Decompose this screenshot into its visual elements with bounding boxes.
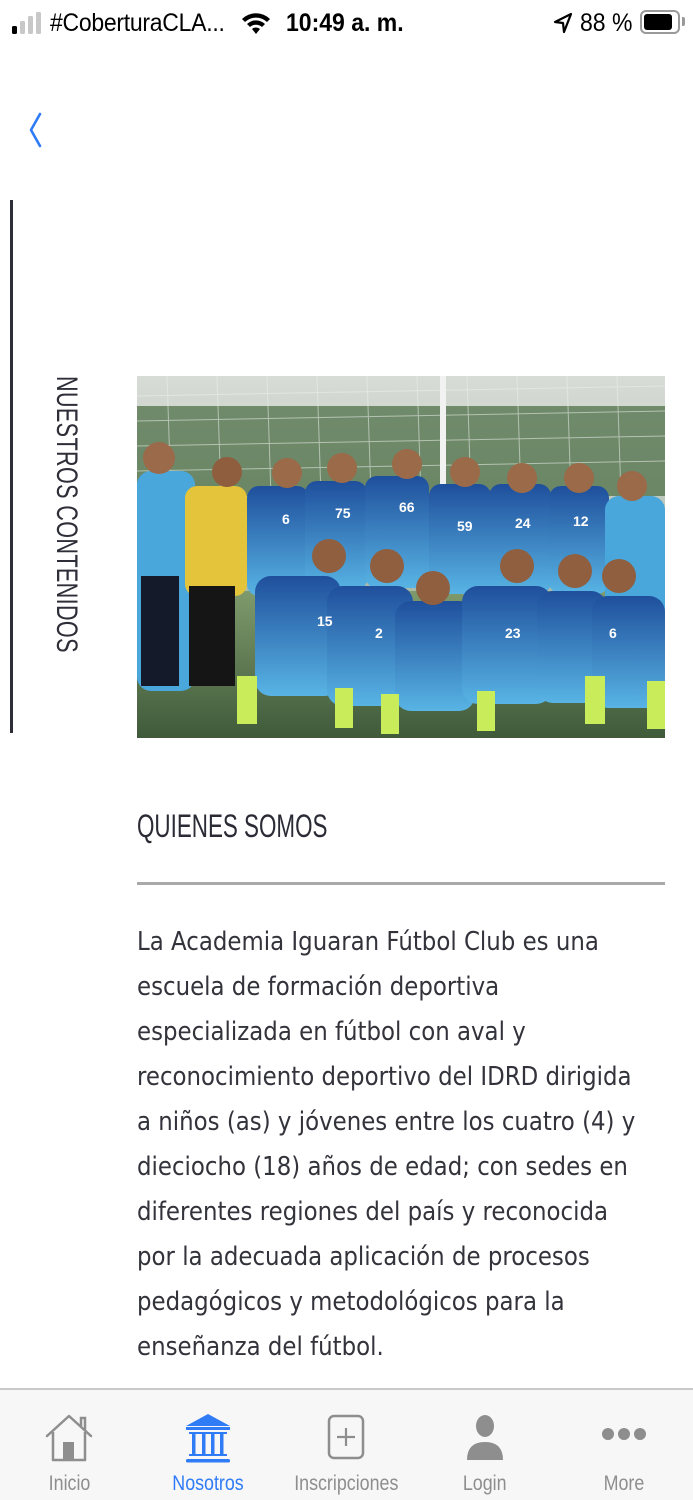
cellular-signal-icon — [12, 12, 44, 34]
svg-text:23: 23 — [505, 625, 521, 641]
tab-label: Inscripciones — [294, 1472, 399, 1495]
svg-text:2: 2 — [375, 625, 383, 641]
tab-label: Login — [463, 1472, 507, 1495]
vertical-section-heading — [48, 376, 84, 734]
carrier-name: #CoberturaCLA... — [50, 9, 225, 37]
user-icon — [459, 1412, 511, 1464]
paragraph-line: dieciocho (18) años de edad; con sedes en — [137, 1152, 628, 1182]
tab-inscripciones[interactable] — [277, 1390, 416, 1500]
svg-text:75: 75 — [335, 505, 351, 521]
section-divider — [137, 882, 665, 885]
svg-text:59: 59 — [457, 518, 473, 534]
tab-inicio[interactable] — [0, 1390, 139, 1500]
paragraph-line: reconocimiento deportivo del IDRD dirigida — [137, 1062, 632, 1092]
more-icon — [598, 1412, 650, 1464]
home-icon — [43, 1412, 95, 1464]
battery-percentage: 88 % — [580, 9, 633, 37]
svg-text:66: 66 — [399, 499, 415, 515]
svg-text:12: 12 — [573, 513, 589, 529]
paragraph-line: diferentes regiones del país y reconocida — [137, 1197, 609, 1227]
paragraph-line: escuela de formación deportiva — [137, 972, 500, 1002]
vertical-divider — [10, 200, 13, 733]
tab-bar — [0, 1388, 693, 1500]
plus-square-icon — [320, 1412, 372, 1464]
tab-login[interactable] — [416, 1390, 555, 1500]
wifi-icon — [240, 10, 272, 36]
location-arrow-icon — [553, 12, 573, 34]
paragraph-line: por la adecuada aplicación de procesos — [137, 1242, 590, 1272]
tab-more[interactable] — [554, 1390, 693, 1500]
battery-icon — [640, 10, 680, 34]
section-title-text: QUIENES SOMOS — [137, 808, 328, 844]
svg-text:15: 15 — [317, 613, 333, 629]
paragraph-line: pedagógicos y metodológicos para la — [137, 1287, 565, 1317]
tab-label: Nosotros — [172, 1472, 244, 1495]
section-title — [137, 808, 409, 845]
vertical-heading-text: NUESTROS CONTENIDOS — [50, 376, 83, 653]
tab-label: More — [603, 1472, 645, 1495]
chevron-left-icon — [31, 114, 40, 146]
paragraph-line: a niños (as) y jóvenes entre los cuatro (4) y — [137, 1107, 636, 1137]
paragraph-line: especializada en fútbol con aval y — [137, 1017, 526, 1047]
paragraph-line: La Academia Iguaran Fútbol Club es una — [137, 927, 599, 957]
about-paragraph — [137, 920, 677, 1370]
clock: 10:49 a. m. — [286, 9, 404, 37]
svg-text:6: 6 — [609, 625, 617, 641]
svg-text:6: 6 — [282, 511, 290, 527]
battery-nub — [682, 17, 685, 26]
team-photo — [137, 376, 665, 738]
svg-text:24: 24 — [515, 515, 531, 531]
institution-icon — [182, 1412, 234, 1464]
tab-label: Inicio — [48, 1472, 91, 1495]
back-button[interactable] — [24, 108, 48, 152]
paragraph-line: enseñanza del fútbol. — [137, 1332, 384, 1362]
tab-nosotros[interactable] — [139, 1390, 278, 1500]
status-bar — [0, 0, 693, 46]
